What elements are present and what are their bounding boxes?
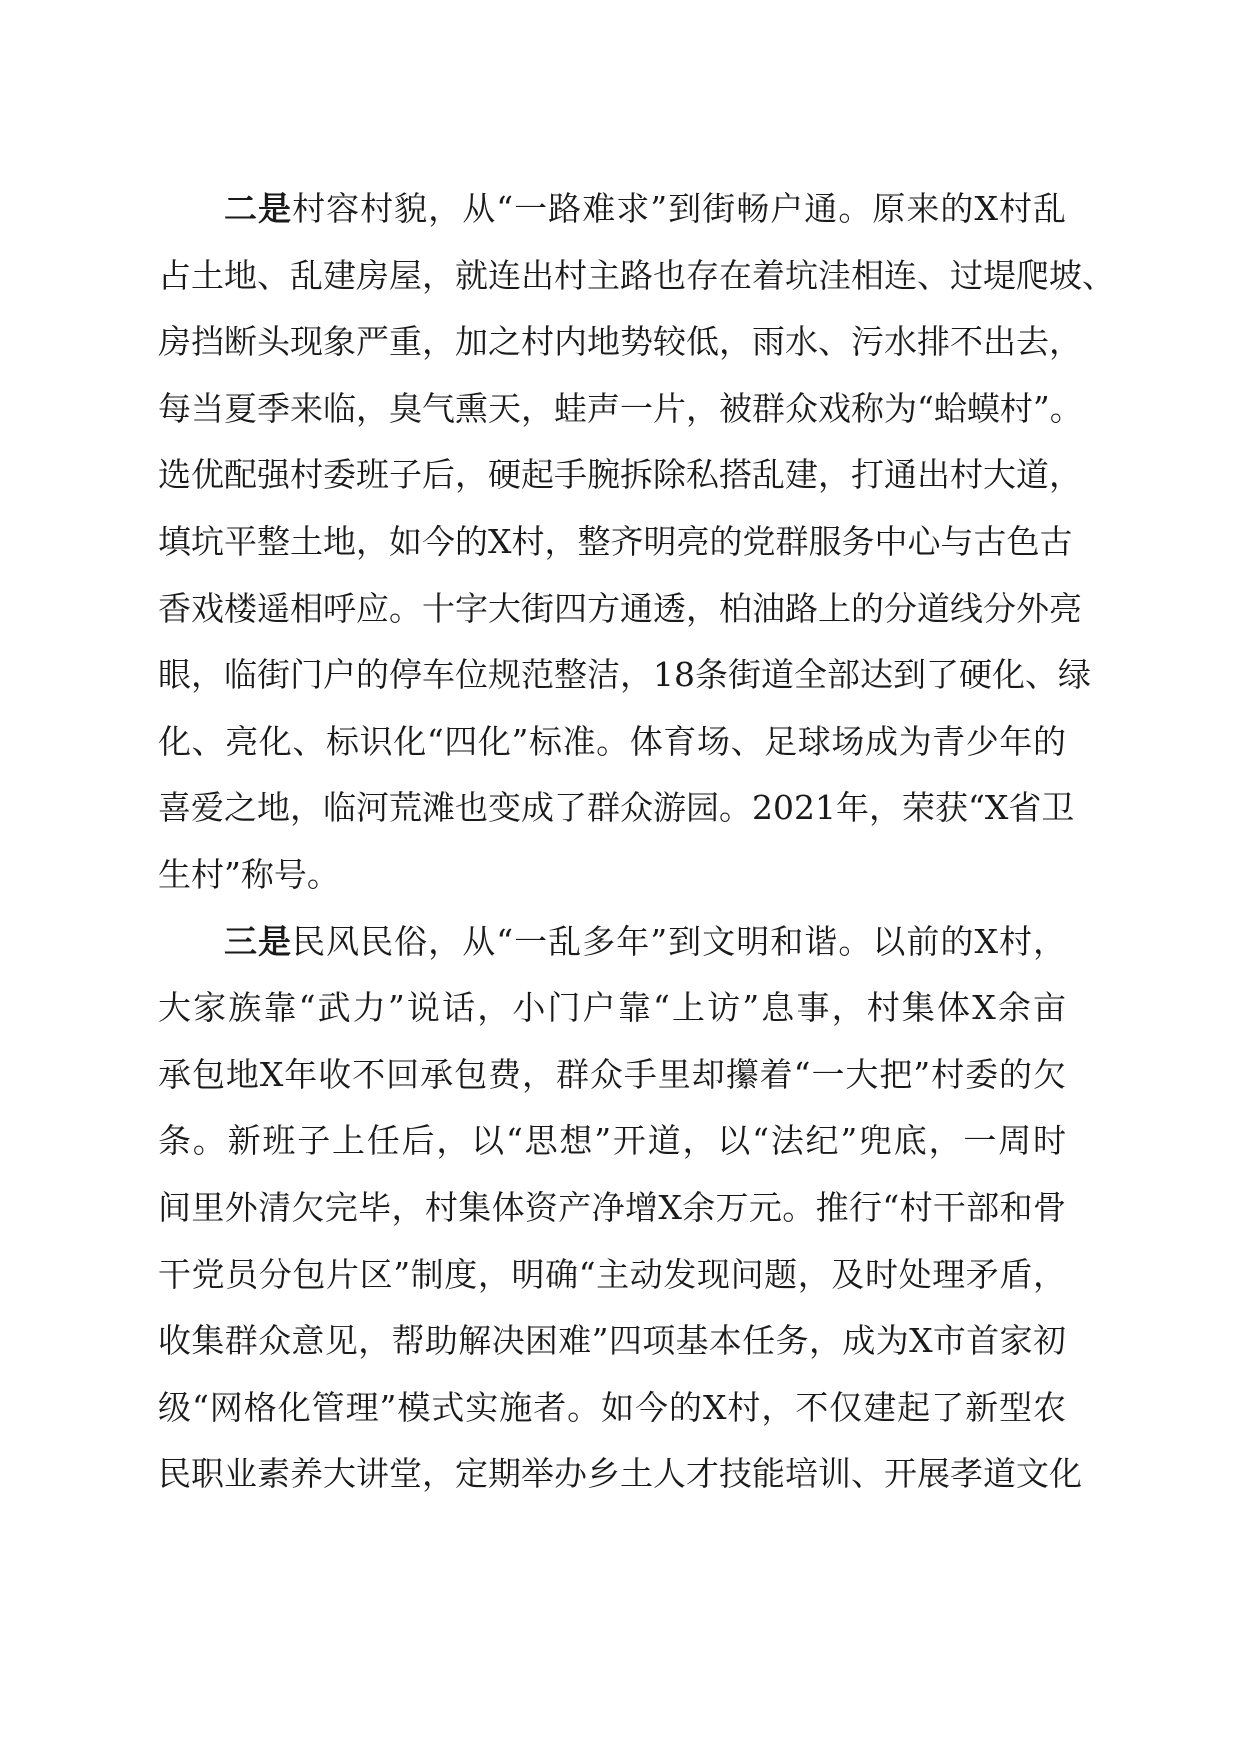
- paragraph-2-line-2: 大家族靠“武力”说话，小门户靠“上访”息事，村集体X余亩: [158, 988, 1066, 1028]
- paragraph-1-line-4: 每当夏季来临，臭气熏天，蛙声一片，被群众戏称为“蛤蟆村”。: [158, 388, 1083, 428]
- paragraph-1-line-11: 生村”称号。: [158, 854, 340, 894]
- paragraph-2-line-7: 收集群众意见，帮助解决困难”四项基本任务，成为X市首家初: [158, 1321, 1066, 1361]
- paragraph-2-line-1: [158, 909, 1066, 976]
- paragraph-2-lead: 三是: [224, 921, 293, 961]
- paragraph-1-lead: 二是: [224, 189, 293, 228]
- paragraph-2-line-4: 条。新班子上任后，以“思想”开道，以“法纪”兜底，一周时: [158, 1121, 1066, 1161]
- paragraph-1-line-1: [158, 176, 1066, 243]
- paragraph-1-line-7: 香戏楼遥相呼应。十字大街四方通透，柏油路上的分道线分外亮: [158, 588, 1082, 628]
- paragraph-1-line-8: 眼，临街门户的停车位规范整洁，18条街道全部达到了硬化、绿: [158, 655, 1091, 695]
- paragraph-1-line-2: 占土地、乱建房屋，就连出村主路也存在着坑洼相连、过堤爬坡、: [158, 255, 1115, 295]
- paragraph-1-line-9: 化、亮化、标识化“四化”标准。体育场、足球场成为青少年的: [158, 721, 1066, 761]
- paragraph-2-line-3: 承包地X年收不回承包费，群众手里却攥着“一大把”村委的欠: [158, 1054, 1066, 1094]
- paragraph-1-text: 村容村貌，从“一路难求”到街畅户通。原来的X村乱: [292, 189, 1067, 228]
- paragraph-2-line-9: 民职业素养大讲堂，定期举办乡土人才技能培训、开展孝道文化: [158, 1454, 1082, 1494]
- paragraph-1-line-10: 喜爱之地，临河荒滩也变成了群众游园。2021年，荣获“X省卫: [158, 788, 1075, 828]
- document-body: [158, 176, 1115, 1508]
- paragraph-2-line-6: 干党员分包片区”制度，明确“主动发现问题，及时处理矛盾，: [158, 1254, 1066, 1294]
- paragraph-2-text: 民风民俗，从“一乱多年”到文明和谐。以前的X村，: [292, 921, 1067, 961]
- paragraph-1-line-3: 房挡断头现象严重，加之村内地势较低，雨水、污水排不出去，: [158, 322, 1082, 362]
- paragraph-2-line-5: 间里外清欠完毕，村集体资产净增X余万元。推行“村干部和骨: [158, 1187, 1066, 1227]
- paragraph-2-line-8: 级“网格化管理”模式实施者。如今的X村，不仅建起了新型农: [158, 1387, 1066, 1427]
- paragraph-1-line-5: 选优配强村委班子后，硬起手腕拆除私搭乱建，打通出村大道，: [158, 455, 1082, 495]
- paragraph-1-line-6: 填坑平整土地，如今的X村，整齐明亮的党群服务中心与古色古: [158, 521, 1073, 561]
